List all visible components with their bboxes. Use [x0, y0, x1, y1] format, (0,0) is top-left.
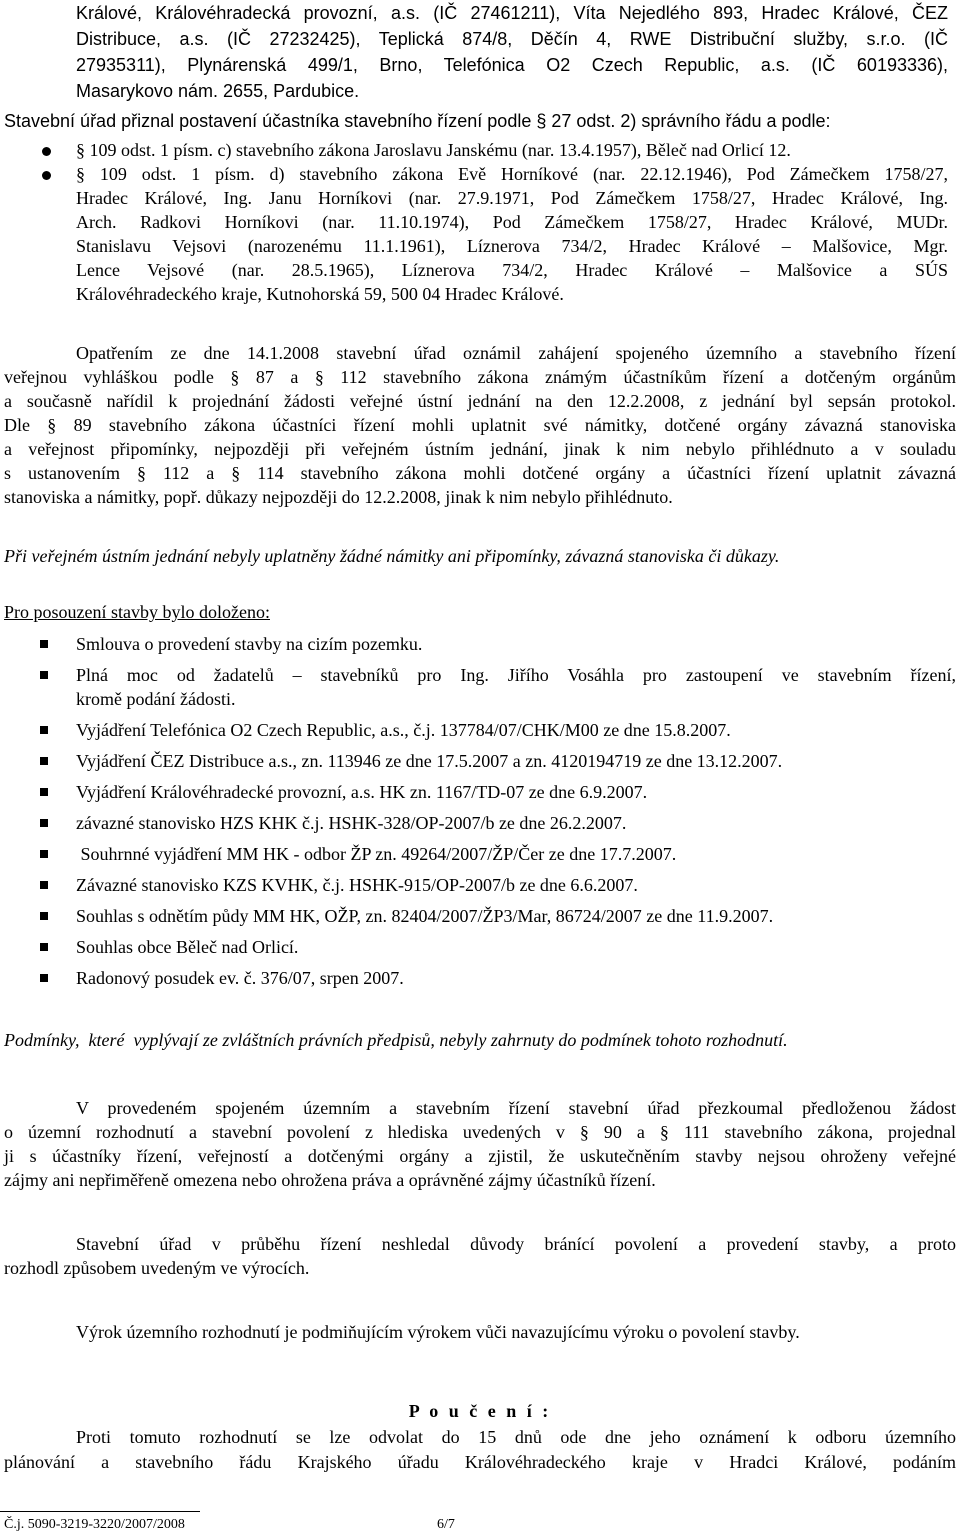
square-bullet: [40, 912, 48, 920]
bullet-dot: [42, 147, 51, 156]
paragraph-bullet-1: § 109 odst. 1 písm. c) stavebního zákona Jaroslavu Janskému (nar. 13.4.1957), Běleč nad Orlicí 12.: [76, 140, 791, 160]
top-line-1: Králové, Královéhradecká provozní, a.s. (IČ 27461211), Víta Nejedlého 893, Hradec Králové, ČEZ: [76, 3, 948, 23]
conditions-note: Podmínky, které vyplývají ze zvláštních právních předpisů, nebyly zahrnuty do podmínek tohoto rozhodnutí.: [4, 1030, 788, 1050]
square-bullet: [40, 974, 48, 982]
square-bullet: [40, 881, 48, 889]
paragraph-bullet-2-line-6: Královéhradeckého kraje, Kutnohorská 59, 500 04 Hradec Králové.: [76, 284, 564, 304]
doc-item-7: Souhrnné vyjádření MM HK - odbor ŽP zn. 49264/2007/ŽP/Čer ze dne 17.7.2007.: [76, 844, 677, 864]
no-reasons-line-2: rozhodl způsobem uvedeným ve výrocích.: [4, 1258, 310, 1278]
footer-rule: [0, 1511, 200, 1512]
pouceni-title: P o u č e n í :: [408, 1401, 552, 1421]
pouceni-line-1: Proti tomuto rozhodnutí se lze odvolat do 15 dnů ode dne jeho oznámení k odboru územního: [76, 1427, 956, 1447]
doc-item-6: závazné stanovisko HZS KHK č.j. HSHK-328/OP-2007/b ze dne 26.2.2007.: [76, 813, 627, 833]
no-objections-note: Při veřejném ústním jednání nebyly uplatněny žádné námitky ani připomínky, závazná stanoviska či důkazy.: [4, 546, 780, 566]
pouceni-line-2: plánování a stavebního řádu Krajského úřadu Královéhradeckého kraje v Hradci Králové, podáním: [4, 1452, 956, 1472]
doc-item-3: Vyjádření Telefónica O2 Czech Republic, a.s., č.j. 137784/07/CHK/M00 ze dne 15.8.2007.: [76, 720, 731, 740]
docs-heading: Pro posouzení stavby bylo doloženo:: [4, 602, 270, 622]
square-bullet: [40, 850, 48, 858]
no-reasons-line-1: Stavební úřad v průběhu řízení neshledal důvody bránící povolení a provedení stavby, a proto: [76, 1234, 956, 1254]
square-bullet: [40, 788, 48, 796]
square-bullet: [40, 726, 48, 734]
opatreni-line-6: s ustanovením § 112 a § 114 stavebního zákona mohli dotčené orgány a účastníci řízení uplatnit závazná: [4, 463, 956, 483]
doc-item-2-line-1: Plná moc od žadatelů – stavebníků pro Ing. Jiřího Vosáhla pro zastoupení ve stavebním řízení,: [76, 665, 956, 685]
doc-item-2-line-2: kromě podání žádosti.: [76, 689, 236, 709]
review-line-3: ji s účastníky řízení, veřejností a dotčenými orgány a zjistil, že uskutečněním stavby nejsou ohroženy veřejné: [4, 1146, 956, 1166]
conditional-statement: Výrok územního rozhodnutí je podmiňujícím výrokem vůči navazujícímu výroku o povolení stavby.: [76, 1322, 800, 1342]
opatreni-line-1: Opatřením ze dne 14.1.2008 stavební úřad oznámil zahájení spojeného územního a stavebního řízení: [76, 343, 956, 363]
square-bullet: [40, 671, 48, 679]
square-bullet: [40, 640, 48, 648]
bullet-dot: [42, 171, 51, 180]
doc-item-9: Souhlas s odnětím půdy MM HK, OŽP, zn. 82404/2007/ŽP3/Mar, 86724/2007 ze dne 11.9.2007.: [76, 906, 774, 926]
opatreni-line-2: veřejnou vyhláškou podle § 87 a § 112 stavebního zákona známým účastníkům řízení a dotčeným orgánům: [4, 367, 956, 387]
doc-item-11: Radonový posudek ev. č. 376/07, srpen 2007.: [76, 968, 404, 988]
doc-item-1: Smlouva o provedení stavby na cizím pozemku.: [76, 634, 423, 654]
doc-item-4: Vyjádření ČEZ Distribuce a.s., zn. 113946 ze dne 17.5.2007 a zn. 4120194719 ze dne 13.12.2007.: [76, 751, 783, 771]
square-bullet: [40, 943, 48, 951]
paragraph-bullet-2-line-4: Stanislavu Vejsovi (narozenému 11.1.1961), Líznerova 734/2, Hradec Králové – Malšovice, Mgr.: [76, 236, 948, 256]
opatreni-line-4: Dle § 89 stavebního zákona účastníci řízení mohli uplatnit své námitky, dotčené orgány závazná stanoviska: [4, 415, 956, 435]
review-line-2: o územní rozhodnutí a stavební povolení z hlediska uvedených v § 90 a § 111 stavebního zákona, projednal: [4, 1122, 956, 1142]
review-line-1: V provedeném spojeném územním a stavebním řízení stavební úřad přezkoumal předloženou žádost: [76, 1098, 956, 1118]
square-bullet: [40, 757, 48, 765]
top-line-3: 27935311), Plynárenská 499/1, Brno, Telefónica O2 Czech Republic, a.s. (IČ 60193336),: [76, 55, 948, 75]
top-line-2: Distribuce, a.s. (IČ 27232425), Teplická 874/8, Děčín 4, RWE Distribuční služby, s.r.o. (IČ: [76, 29, 948, 49]
opatreni-line-3: a současně nařídil k projednání žádosti veřejné ústní jednání na den 12.2.2008, z jednání byl sepsán protokol.: [4, 391, 956, 411]
paragraph-bullet-2-line-5: Lence Vejsové (nar. 28.5.1965), Líznerova 734/2, Hradec Králové – Malšovice a SÚS: [76, 260, 948, 280]
paragraph-bullet-2-line-2: Hradec Králové, Ing. Janu Horníkovi (nar. 27.9.1971, Pod Zámečkem 1758/27, Hradec Králové, Ing.: [76, 188, 948, 208]
doc-item-8: Závazné stanovisko KZS KVHK, č.j. HSHK-915/OP-2007/b ze dne 6.6.2007.: [76, 875, 638, 895]
paragraph-bullet-2-line-1: § 109 odst. 1 písm. d) stavebního zákona Evě Horníkové (nar. 22.12.1946), Pod Zámečkem 1758/27,: [76, 164, 948, 184]
opatreni-line-7: stanoviska a námitky, popř. důkazy nejpozději do 12.2.2008, jinak k nim nebylo přihlédnuto.: [4, 487, 673, 507]
doc-item-10: Souhlas obce Běleč nad Orlicí.: [76, 937, 299, 957]
square-bullet: [40, 819, 48, 827]
footer-page-number: 6/7: [437, 1517, 455, 1532]
paragraph-bullet-2-line-3: Arch. Radkovi Horníkovi (nar. 11.10.1974), Pod Zámečkem 1758/27, Hradec Králové, MUDr.: [76, 212, 948, 232]
footer-reference: Č.j. 5090-3219-3220/2007/2008: [4, 1517, 185, 1532]
participants-intro: Stavební úřad přiznal postavení účastníka stavebního řízení podle § 27 odst. 2) správního řádu a podle:: [4, 111, 831, 131]
doc-item-5: Vyjádření Královéhradecké provozní, a.s. HK zn. 1167/TD-07 ze dne 6.9.2007.: [76, 782, 648, 802]
opatreni-line-5: a veřejnost připomínky, nejpozději při veřejném ústním jednání, jinak k nim nebylo přihlédnuto a v souladu: [4, 439, 956, 459]
review-line-4: zájmy ani nepřiměřeně omezena nebo ohrožena práva a oprávněné zájmy účastníků řízení.: [4, 1170, 656, 1190]
top-line-4: Masarykovo nám. 2655, Pardubice.: [76, 81, 360, 101]
